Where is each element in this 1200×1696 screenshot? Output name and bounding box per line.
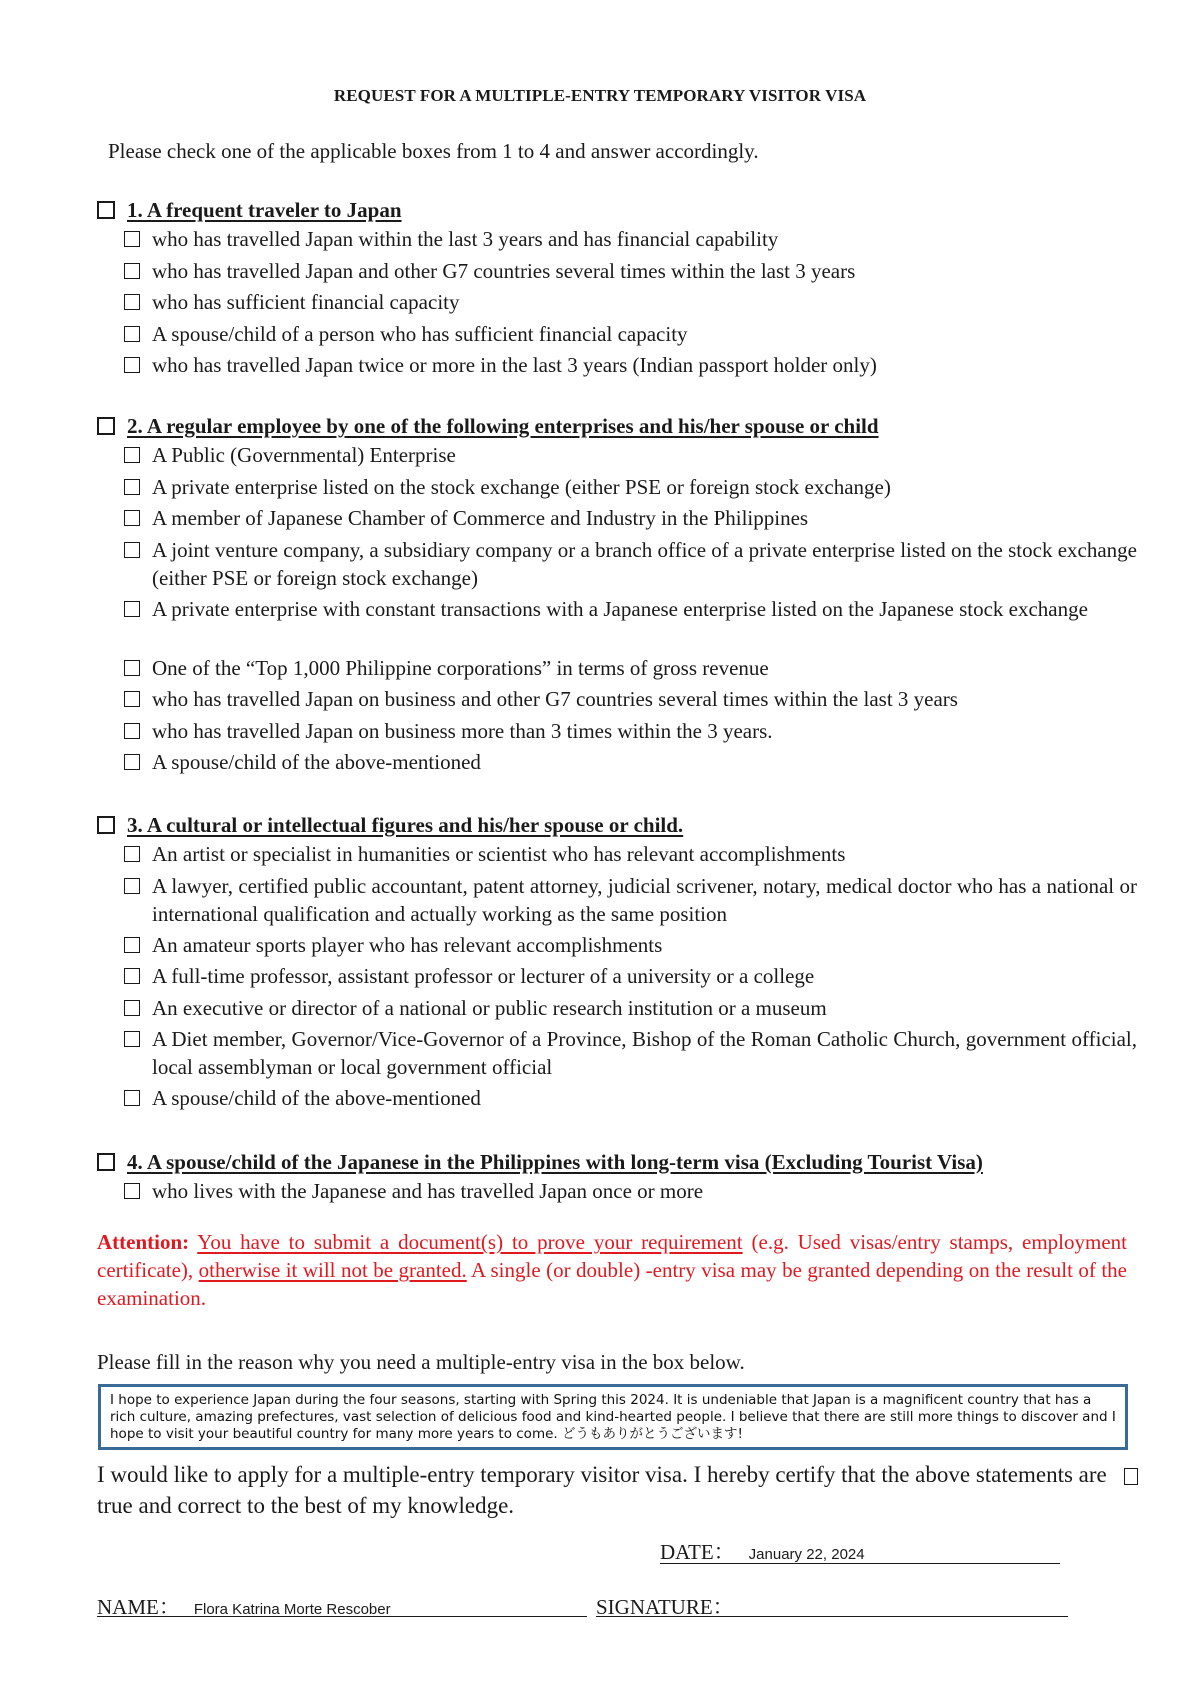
instruction-text: Please check one of the applicable boxes from 1 to 4 and answer accordingly. xyxy=(108,139,759,163)
option-label: One of the “Top 1,000 Philippine corporations” in terms of gross revenue xyxy=(152,655,769,680)
option-checkbox[interactable] xyxy=(124,294,140,310)
option-checkbox[interactable] xyxy=(124,601,140,617)
certification-checkbox[interactable] xyxy=(1124,1468,1138,1485)
option-checkbox[interactable] xyxy=(124,1090,140,1106)
option-label: A full-time professor, assistant professor or lecturer of a university or a college xyxy=(152,964,815,988)
section-4-title: 4. A spouse/child of the Japanese in the Philippines with long-term visa (Excluding Tourist Visa) xyxy=(127,1149,983,1174)
option-item xyxy=(124,872,1137,931)
option-item xyxy=(124,257,1137,289)
attention-requirement: You have to submit a document(s) to prove your requirement xyxy=(197,1230,743,1254)
option-checkbox[interactable] xyxy=(124,1000,140,1016)
section-1-checkbox[interactable] xyxy=(97,201,115,219)
attention-label: Attention: xyxy=(97,1230,190,1254)
section-3 xyxy=(97,810,1137,1116)
date-label: DATE： xyxy=(660,1540,735,1564)
section-3-title: 3. A cultural or intellectual figures and his/her spouse or child. xyxy=(127,812,684,837)
date-field[interactable] xyxy=(660,1536,865,1566)
option-checkbox[interactable] xyxy=(124,479,140,495)
option-checkbox[interactable] xyxy=(124,754,140,770)
section-3-header xyxy=(97,810,1137,840)
option-checkbox[interactable] xyxy=(124,660,140,676)
option-checkbox[interactable] xyxy=(124,510,140,526)
option-checkbox[interactable] xyxy=(124,723,140,739)
option-checkbox[interactable] xyxy=(124,231,140,247)
option-item xyxy=(124,1177,1137,1209)
page-title: REQUEST FOR A MULTIPLE-ENTRY TEMPORARY VISITOR VISA xyxy=(333,86,867,105)
option-item xyxy=(124,994,1137,1026)
option-checkbox[interactable] xyxy=(124,542,140,558)
section-4 xyxy=(97,1147,1137,1209)
option-label: A member of Japanese Chamber of Commerce and Industry in the Philippines xyxy=(152,506,809,530)
option-item xyxy=(124,931,1137,963)
certification-statement: I would like to apply for a multiple-entry temporary visitor visa. I hereby certify that the above statements are true and correct to the best of my knowledge. xyxy=(97,1462,1107,1518)
option-checkbox[interactable] xyxy=(124,447,140,463)
section-2-title: 2. A regular employee by one of the following enterprises and his/her spouse or child xyxy=(127,413,879,438)
option-label: who has travelled Japan and other G7 countries several times within the last 3 years xyxy=(152,258,856,283)
option-label: who has travelled Japan twice or more in the last 3 years (Indian passport holder only) xyxy=(152,353,877,377)
option-item xyxy=(124,840,1137,872)
option-label: A Diet member, Governor/Vice-Governor of a Province, Bishop of the Roman Catholic Church, government official, local assemblyman or local government official xyxy=(152,1027,1137,1079)
date-underline xyxy=(660,1563,1060,1564)
section-1 xyxy=(97,195,1137,383)
signature-underline xyxy=(596,1616,1068,1617)
option-label: An executive or director of a national or public research institution or a museum xyxy=(152,995,827,1020)
option-label: who has sufficient financial capacity xyxy=(152,290,460,314)
attention-notice xyxy=(97,1228,1127,1312)
attention-warning: otherwise it will not be granted. xyxy=(198,1258,467,1282)
option-item xyxy=(124,288,1137,320)
signature-label: SIGNATURE： xyxy=(596,1595,734,1619)
option-label: A spouse/child of the above-mentioned xyxy=(152,750,481,774)
section-2 xyxy=(97,411,1137,780)
option-checkbox[interactable] xyxy=(124,1183,140,1199)
option-item xyxy=(124,320,1137,352)
option-item xyxy=(124,748,1137,780)
reason-prompt: Please fill in the reason why you need a multiple-entry visa in the box below. xyxy=(97,1350,745,1374)
section-4-header xyxy=(97,1147,1137,1177)
option-label: A lawyer, certified public accountant, patent attorney, judicial scrivener, notary, medical doctor who has a national or international qualification and actually working as the same position xyxy=(152,873,1137,926)
section-2-checkbox[interactable] xyxy=(97,417,115,435)
attention-examples: (e.g. Used visas/entry stamps, employment certificate), xyxy=(97,1230,1127,1282)
option-checkbox[interactable] xyxy=(124,691,140,707)
option-label: A spouse/child of a person who has sufficient financial capacity xyxy=(152,321,688,346)
name-label: NAME： xyxy=(97,1595,180,1619)
option-item xyxy=(124,654,1137,686)
option-item xyxy=(124,962,1137,994)
section-3-checkbox[interactable] xyxy=(97,816,115,834)
option-checkbox[interactable] xyxy=(124,263,140,279)
date-value: January 22, 2024 xyxy=(748,1546,865,1563)
option-checkbox[interactable] xyxy=(124,937,140,953)
option-item xyxy=(124,685,1137,717)
reason-textbox[interactable]: I hope to experience Japan during the four seasons, starting with Spring this 2024. It is undeniable that Japan is a magnificent country that has a rich culture, amazing prefectures, vast selection of delicious food and kind-hearted people. I believe that there are still more things to discover and I hope to visit your beautiful country for many more years to come. どうもありがとうございます! xyxy=(98,1384,1128,1450)
option-checkbox[interactable] xyxy=(124,326,140,342)
option-item xyxy=(124,504,1137,536)
section-1-title: 1. A frequent traveler to Japan xyxy=(127,197,402,222)
option-label: A joint venture company, a subsidiary company or a branch office of a private enterprise listed on the stock exchange (either PSE or foreign stock exchange) xyxy=(152,537,1137,590)
option-item xyxy=(124,1025,1137,1084)
option-label: who lives with the Japanese and has travelled Japan once or more xyxy=(152,1179,704,1203)
option-label: A Public (Governmental) Enterprise xyxy=(152,443,456,467)
option-label: An artist or specialist in humanities or scientist who has relevant accomplishments xyxy=(152,842,846,866)
section-2-header xyxy=(97,411,1137,441)
option-item xyxy=(124,1084,1137,1116)
name-value: Flora Katrina Morte Rescober xyxy=(193,1601,391,1618)
option-item xyxy=(124,536,1137,595)
option-label: who has travelled Japan on business and other G7 countries several times within the last 3 years xyxy=(152,687,958,711)
option-label: A spouse/child of the above-mentioned xyxy=(152,1086,481,1110)
option-checkbox[interactable] xyxy=(124,1031,140,1047)
attention-note: A single (or double) -entry visa may be granted depending on the result of the examination. xyxy=(97,1258,1127,1310)
option-item xyxy=(124,225,1137,257)
option-label: A private enterprise listed on the stock exchange (either PSE or foreign stock exchange) xyxy=(152,474,891,499)
section-4-checkbox[interactable] xyxy=(97,1153,115,1171)
option-checkbox[interactable] xyxy=(124,357,140,373)
section-1-header xyxy=(97,195,1137,225)
option-label: who has travelled Japan on business more than 3 times within the 3 years. xyxy=(152,718,773,743)
option-item xyxy=(124,441,1137,473)
option-item xyxy=(124,351,1137,383)
option-label: who has travelled Japan within the last 3 years and has financial capability xyxy=(152,227,779,251)
option-item xyxy=(124,473,1137,505)
option-checkbox[interactable] xyxy=(124,968,140,984)
name-underline xyxy=(97,1616,587,1617)
option-checkbox[interactable] xyxy=(124,846,140,862)
option-item xyxy=(124,717,1137,749)
option-label: A private enterprise with constant transactions with a Japanese enterprise listed on the Japanese stock exchange xyxy=(152,596,1088,621)
option-label: An amateur sports player who has relevant accomplishments xyxy=(152,932,663,957)
option-checkbox[interactable] xyxy=(124,878,140,894)
option-item xyxy=(124,595,1137,654)
